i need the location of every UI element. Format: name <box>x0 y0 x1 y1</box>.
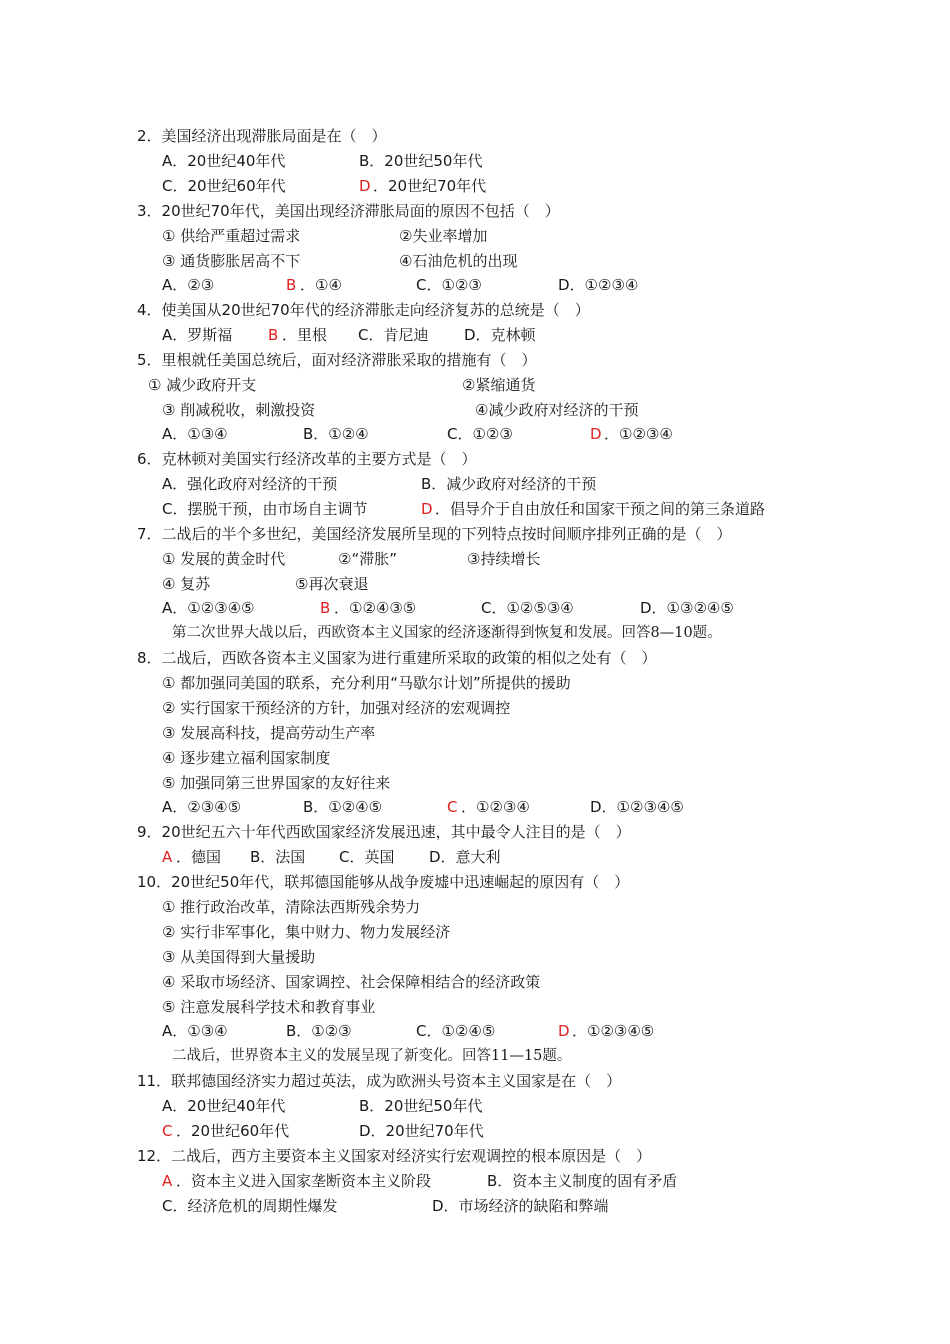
text-segment: ③ 削减税收，刺激投资 <box>162 401 316 419</box>
text-segment: B．①②④ <box>303 425 369 443</box>
text-segment: 6．克林顿对美国实行经济改革的主要方式是（ ） <box>137 450 477 468</box>
text-segment: A．②③④⑤ <box>162 798 242 816</box>
text-segment: 第二次世界大战以后，西欧资本主义国家的经济逐渐得到恢复和发展。回答8—10题。 <box>172 625 722 641</box>
text-segment: 4．使美国从20世纪70年代的经济滞胀走向经济复苏的总统是（ ） <box>137 301 590 319</box>
text-segment: D．①③②④⑤ <box>640 599 734 617</box>
text-segment: ②紧缩通货 <box>462 376 536 394</box>
text-segment: ⑤ 加强同第三世界国家的友好往来 <box>162 774 391 792</box>
text-segment: D．①②③④⑤ <box>590 798 684 816</box>
text-segment: ② 实行非军事化，集中财力、物力发展经济 <box>162 923 451 941</box>
text-segment: ②“滞胀” <box>338 550 397 568</box>
text-segment: C．摆脱干预，由市场自主调节 <box>162 500 368 518</box>
text-segment: C．肯尼迪 <box>358 326 429 344</box>
text-segment: ① 推行政治改革，清除法西斯残余势力 <box>162 898 421 916</box>
text-segment: C．①②⑤③④ <box>481 599 574 617</box>
text-segment: ．资本主义进入国家垄断资本主义阶段 <box>176 1172 432 1190</box>
answer-letter: A <box>162 848 173 866</box>
text-segment: ．德国 <box>176 848 222 866</box>
text-segment: A．②③ <box>162 276 215 294</box>
text-segment: D．克林顿 <box>464 326 536 344</box>
text-segment: 3．20世纪70年代，美国出现经济滞胀局面的原因不包括（ ） <box>137 202 560 220</box>
answer-letter: A <box>162 1172 173 1190</box>
answer-letter: C <box>447 798 458 816</box>
text-segment: 2．美国经济出现滞胀局面是在（ ） <box>137 127 387 145</box>
text-segment: ③ 发展高科技，提高劳动生产率 <box>162 724 376 742</box>
text-segment: ① 发展的黄金时代 <box>162 550 286 568</box>
text-segment: ．倡导介于自由放任和国家干预之间的第三条道路 <box>435 500 766 518</box>
text-segment: D．市场经济的缺陷和弊端 <box>432 1197 609 1215</box>
text-segment: ③ 从美国得到大量援助 <box>162 948 316 966</box>
answer-letter: B <box>320 599 331 617</box>
text-segment: ④ 采取市场经济、国家调控、社会保障相结合的经济政策 <box>162 973 541 991</box>
text-segment: 二战后，世界资本主义的发展呈现了新变化。回答11—15题。 <box>172 1048 572 1064</box>
text-segment: A．罗斯福 <box>162 326 233 344</box>
text-segment: ．①②④③⑤ <box>334 599 417 617</box>
text-segment: ．20世纪60年代 <box>176 1122 290 1140</box>
text-segment: ．里根 <box>282 326 328 344</box>
text-segment: B．资本主义制度的固有矛盾 <box>487 1172 678 1190</box>
text-segment: B．①②③ <box>286 1022 352 1040</box>
text-segment: 7．二战后的半个多世纪，美国经济发展所呈现的下列特点按时间顺序排列正确的是（ ） <box>137 525 732 543</box>
text-segment: D．20世纪70年代 <box>359 1122 484 1140</box>
text-segment: ① 都加强同美国的联系，充分利用“马歇尔计划”所提供的援助 <box>162 674 571 692</box>
text-segment: 5．里根就任美国总统后，面对经济滞胀采取的措施有（ ） <box>137 351 537 369</box>
text-segment: C．英国 <box>339 848 395 866</box>
text-segment: ④ 复苏 <box>162 575 211 593</box>
text-segment: C．经济危机的周期性爆发 <box>162 1197 338 1215</box>
text-segment: ．①④ <box>300 276 342 294</box>
answer-letter: B <box>286 276 297 294</box>
text-segment: A．强化政府对经济的干预 <box>162 475 338 493</box>
text-segment: A．20世纪40年代 <box>162 152 286 170</box>
text-segment: ②失业率增加 <box>399 227 488 245</box>
text-segment: C．①②③ <box>447 425 513 443</box>
text-segment: 11．联邦德国经济实力超过英法，成为欧洲头号资本主义国家是在（ ） <box>137 1072 622 1090</box>
text-segment: ．①②③④⑤ <box>572 1022 655 1040</box>
text-segment: 10．20世纪50年代，联邦德国能够从战争废墟中迅速崛起的原因有（ ） <box>137 873 630 891</box>
text-segment: ③持续增长 <box>467 550 541 568</box>
text-segment: ③ 通货膨胀居高不下 <box>162 252 301 270</box>
text-segment: B．法国 <box>250 848 306 866</box>
text-segment: B．20世纪50年代 <box>359 152 483 170</box>
text-segment: ④石油危机的出现 <box>399 252 518 270</box>
answer-letter: D <box>421 500 433 518</box>
text-segment: ① 减少政府开支 <box>148 376 257 394</box>
text-segment: B．①②④⑤ <box>303 798 383 816</box>
text-segment: C．20世纪60年代 <box>162 177 286 195</box>
text-segment: C．①②③ <box>416 276 482 294</box>
answer-letter: B <box>268 326 279 344</box>
text-segment: 9．20世纪五六十年代西欧国家经济发展迅速，其中最令人注目的是（ ） <box>137 823 631 841</box>
text-segment: ⑤ 注意发展科学技术和教育事业 <box>162 998 376 1016</box>
text-segment: 8．二战后，西欧各资本主义国家为进行重建所采取的政策的相似之处有（ ） <box>137 649 657 667</box>
text-segment: ⑤再次衰退 <box>295 575 369 593</box>
text-segment: D．①②③④ <box>558 276 639 294</box>
text-segment: D．意大利 <box>429 848 501 866</box>
text-segment: A．①③④ <box>162 425 228 443</box>
text-segment: ．①②③④ <box>604 425 673 443</box>
text-segment: ．20世纪70年代 <box>373 177 487 195</box>
text-segment: A．20世纪40年代 <box>162 1097 286 1115</box>
text-segment: ．①②③④ <box>461 798 530 816</box>
answer-letter: C <box>162 1122 173 1140</box>
text-segment: ① 供给严重超过需求 <box>162 227 301 245</box>
answer-letter: D <box>558 1022 570 1040</box>
text-segment: ④ 逐步建立福利国家制度 <box>162 749 331 767</box>
answer-letter: D <box>359 177 371 195</box>
text-segment: A．①③④ <box>162 1022 228 1040</box>
text-segment: B．20世纪50年代 <box>359 1097 483 1115</box>
text-segment: ④减少政府对经济的干预 <box>475 401 639 419</box>
text-segment: B．减少政府对经济的干预 <box>421 475 597 493</box>
text-segment: 12．二战后，西方主要资本主义国家对经济实行宏观调控的根本原因是（ ） <box>137 1147 652 1165</box>
text-segment: A．①②③④⑤ <box>162 599 255 617</box>
text-segment: ② 实行国家干预经济的方针，加强对经济的宏观调控 <box>162 699 511 717</box>
text-segment: C．①②④⑤ <box>416 1022 496 1040</box>
answer-letter: D <box>590 425 602 443</box>
